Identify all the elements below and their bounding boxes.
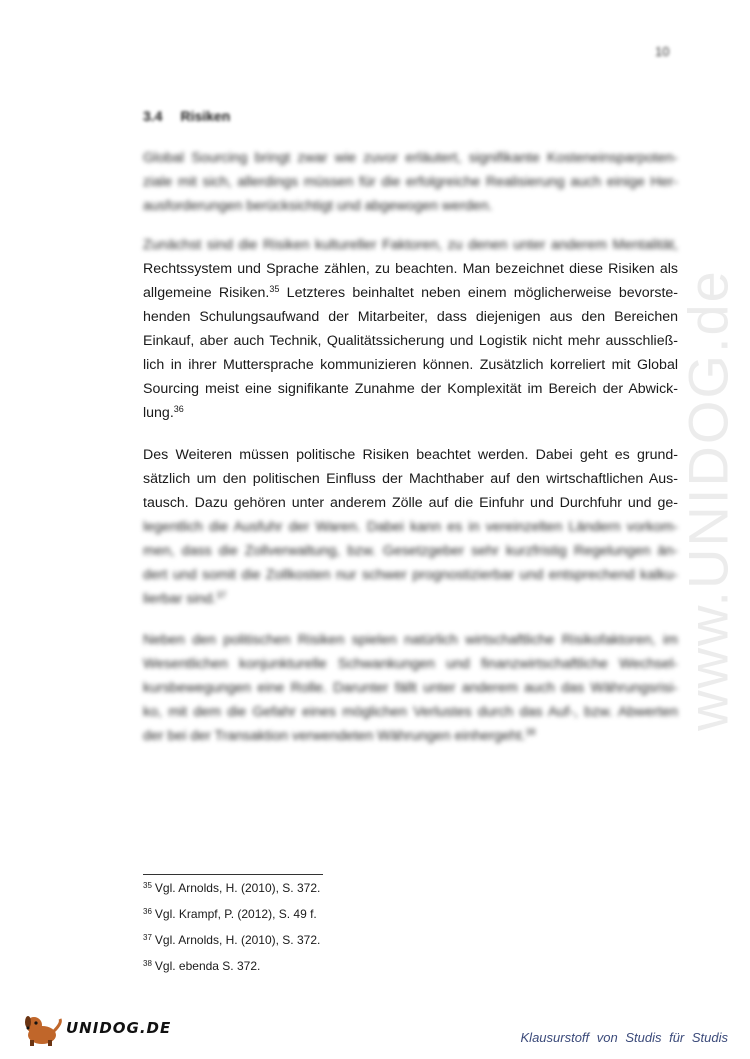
footnote-text: Vgl. Arnolds, H. (2010), S. 372.	[154, 933, 321, 947]
line-text: sätzlich um den politischen Einfluss der Machthaber auf den wirtschaftlichen Aus-	[143, 471, 678, 487]
footnote-text: Vgl. Arnolds, H. (2010), S. 372.	[154, 881, 321, 895]
text-line	[143, 281, 678, 305]
line-text: der bei der Transaktion verwendeten Währungen einhergeht.	[143, 728, 526, 744]
paragraph	[143, 233, 678, 425]
footnote-text: Vgl. ebenda S. 372.	[154, 959, 261, 973]
footnote-number: 37	[143, 933, 152, 942]
line-text: men, dass die Zollverwaltung, bzw. Gesetzgeber sehr kurzfristig Regelungen än-	[143, 543, 678, 559]
watermark: www.UNIDOG.de	[676, 269, 740, 731]
text-line	[143, 401, 678, 425]
line-text: ziale mit sich, allerdings müssen für die erfolgreiche Realisierung auch einige Her-	[143, 174, 678, 190]
text-line	[143, 443, 678, 467]
dog-icon	[22, 1013, 64, 1047]
line-text: lung.	[143, 405, 174, 421]
line-text: ausforderungen berücksichtigt und abgewogen werden.	[143, 198, 493, 214]
unidog-logo[interactable]	[22, 1013, 172, 1049]
line-text: lierbar sind.	[143, 591, 217, 607]
footnote-ref[interactable]: 36	[173, 404, 184, 414]
text-line	[143, 305, 678, 329]
footnote-ref[interactable]: 35	[269, 284, 280, 294]
text-line	[143, 377, 678, 401]
text-line	[143, 194, 678, 218]
paragraph	[143, 628, 678, 748]
line-text: kursbewegungen eine Rolle. Darunter fällt unter anderem auch das Währungsrisi-	[143, 680, 678, 696]
text-line	[143, 515, 678, 539]
footnote	[143, 933, 320, 947]
footnote-text: Vgl. Krampf, P. (2012), S. 49 f.	[154, 907, 317, 921]
text-line	[143, 652, 678, 676]
line-text: lich in ihrer Muttersprache kommunizieren können. Zusätzlich korreliert mit Global	[143, 357, 678, 373]
text-line	[143, 146, 678, 170]
text-line	[143, 491, 678, 515]
text-line	[143, 700, 678, 724]
footnote-ref[interactable]: 38	[525, 727, 536, 737]
text-line	[143, 676, 678, 700]
section-title: Risiken	[180, 108, 231, 124]
footnote	[143, 881, 320, 895]
text-line	[143, 170, 678, 194]
line-text: Einkauf, aber auch Technik, Qualitätssicherung und Logistik nicht mehr ausschließ-	[143, 333, 678, 349]
section-number: 3.4	[143, 108, 163, 124]
line-text: allgemeine Risiken.	[143, 285, 270, 301]
text-line	[143, 329, 678, 353]
section-heading	[143, 108, 230, 124]
line-text: Wesentlichen konjunkturelle Schwankungen und finanzwirtschaftliche Wechsel-	[143, 656, 678, 672]
paragraph	[143, 146, 678, 218]
line-text: henden Schulungsaufwand der Mitarbeiter, dass diejenigen aus den Bereichen	[143, 309, 678, 325]
line-text: legentlich die Ausfuhr der Waren. Dabei kann es in vereinzelten Ländern vorkom-	[143, 519, 678, 535]
line-text: Zunächst sind die Risiken kultureller Faktoren, zu denen unter anderem Mentalität,	[143, 237, 678, 253]
tagline: Klausurstoff von Studis für Studis	[520, 1030, 728, 1045]
text-line	[143, 587, 678, 611]
line-text: Neben den politischen Risiken spielen natürlich wirtschaftliche Risikofaktoren, im	[143, 632, 678, 648]
footnote	[143, 907, 317, 921]
line-text: Sourcing meist eine signifikante Zunahme der Komplexität im Bereich der Abwick-	[143, 381, 678, 397]
text-line	[143, 724, 678, 748]
line-text: Letzteres beinhaltet neben einem möglicherweise bevorste-	[279, 285, 678, 301]
text-line	[143, 233, 678, 257]
logo-text: UNIDOG.DE	[66, 1019, 172, 1037]
text-line	[143, 257, 678, 281]
text-line	[143, 563, 678, 587]
text-line	[143, 539, 678, 563]
line-text: tausch. Dazu gehören unter anderem Zölle auf die Einfuhr und Durchfuhr und ge-	[143, 495, 678, 511]
footnote	[143, 959, 260, 973]
page-number: 10	[655, 44, 670, 59]
footnote-number: 35	[143, 881, 152, 890]
line-text: dert und somit die Zollkosten nur schwer prognostizierbar und entsprechend kalku-	[143, 567, 678, 583]
text-line	[143, 467, 678, 491]
line-text: Des Weiteren müssen politische Risiken beachtet werden. Dabei geht es grund-	[143, 447, 678, 463]
paragraph	[143, 443, 678, 611]
footnote-number: 36	[143, 907, 152, 916]
line-text: Rechtssystem und Sprache zählen, zu beachten. Man bezeichnet diese Risiken als	[143, 261, 678, 277]
footnote-number: 38	[143, 959, 152, 968]
line-text: ko, mit dem die Gefahr eines möglichen Verlustes durch das Auf-, bzw. Abwerten	[143, 704, 678, 720]
text-line	[143, 353, 678, 377]
line-text: Global Sourcing bringt zwar wie zuvor erläutert, signifikante Kosteneinsparpoten-	[143, 150, 678, 166]
footnote-rule	[143, 874, 323, 875]
text-line	[143, 628, 678, 652]
footnote-ref[interactable]: 37	[216, 590, 227, 600]
